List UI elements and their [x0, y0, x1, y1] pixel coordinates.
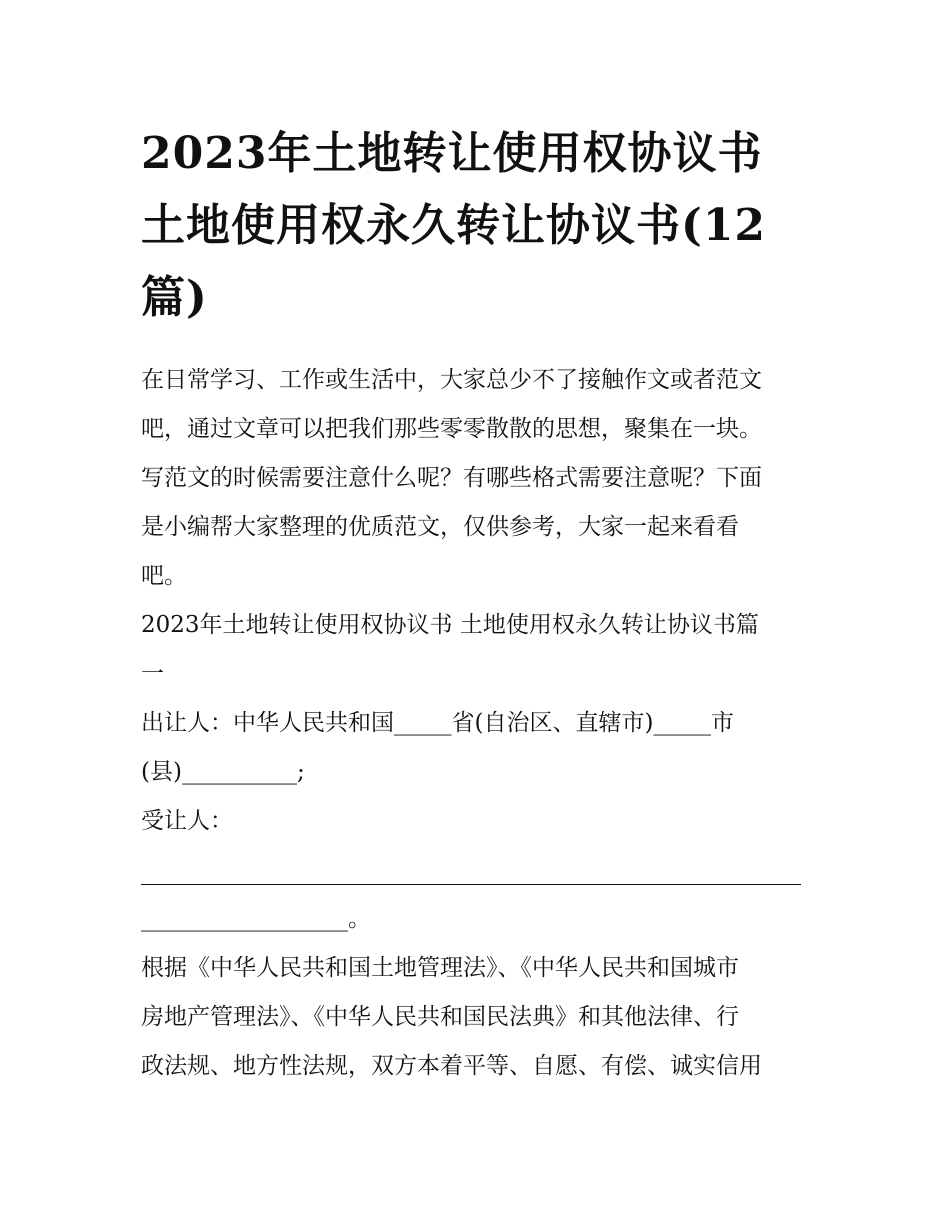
transferor-line-1: 出让人：中华人民共和国_____省(自治区、直辖市)_____市: [141, 710, 734, 736]
intro-line-1: 在日常学习、工作或生活中，大家总少不了接触作文或者范文: [141, 367, 762, 393]
intro-line-3: 写范文的时候需要注意什么呢？有哪些格式需要注意呢？下面: [141, 465, 762, 491]
basis-line-3: 政法规、地方性法规，双方本着平等、自愿、有偿、诚实信用: [141, 1053, 762, 1079]
intro-line-4: 是小编帮大家整理的优质范文，仅供参考，大家一起来看看: [141, 514, 739, 540]
transferee-label: 受让人：: [141, 808, 233, 834]
title-line-1: 2023年土地转让使用权协议书: [141, 128, 763, 179]
title-line-3: 篇): [141, 272, 208, 323]
basis-line-2: 房地产管理法》、《中华人民共和国民法典》和其他法律、行: [141, 1004, 739, 1030]
transferee-paragraph: [141, 797, 811, 944]
intro-line-2: 吧，通过文章可以把我们那些零零散散的思想，聚集在一块。: [141, 416, 762, 442]
document-body: [141, 356, 811, 1091]
section-heading-line-1: 2023年土地转让使用权协议书 土地使用权永久转让协议书篇: [141, 612, 759, 638]
intro-line-5: 吧。: [141, 563, 187, 589]
section-heading: [141, 601, 811, 699]
document-page: [141, 118, 811, 1091]
basis-line-1: 根据《中华人民共和国土地管理法》、《中华人民共和国城市: [141, 955, 739, 981]
transferee-end: __________________。: [141, 906, 371, 932]
section-heading-line-2: 一: [141, 661, 164, 687]
transferor-paragraph: [141, 699, 811, 797]
title-line-2: 土地使用权永久转让协议书(12: [141, 200, 767, 251]
transferor-line-2: (县)__________;: [141, 759, 305, 785]
transferee-blank-line: [141, 846, 811, 895]
document-title: [141, 118, 811, 334]
basis-paragraph: [141, 944, 811, 1091]
intro-paragraph: [141, 356, 811, 601]
